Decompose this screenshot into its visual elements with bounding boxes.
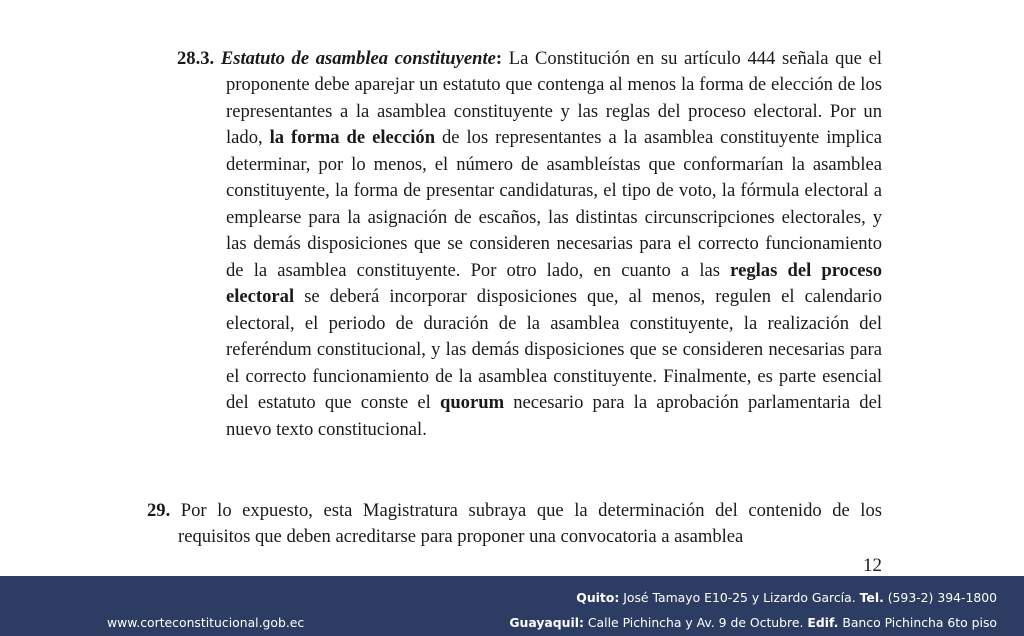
quito-address-text: José Tamayo E10-25 y Lizardo García. (619, 590, 860, 605)
paragraph-text: se deberá incorporar disposiciones que, al menos, regulen el calendario electoral, el periodo de duración de la asamblea constituyente, la realización del referéndum constitucional, y las demás disposiciones que se consideren necesarias para el correcto funcionamiento de la asamblea constituyente. Finalmente, es parte esencial del estatuto que conste el (226, 286, 882, 414)
paragraph-number: 29. (147, 499, 171, 521)
guayaquil-address-text: Calle Pichincha y Av. 9 de Octubre. (583, 615, 808, 630)
paragraph-text: necesario para la aprobación parlamentaria del nuevo texto constitucional. (226, 392, 882, 440)
paragraph-29 (147, 498, 882, 551)
emphasis-forma-eleccion: la forma de elección (269, 127, 436, 149)
guayaquil-label: Guayaquil: (509, 615, 584, 630)
paragraph-number: 28.3. (177, 47, 215, 69)
paragraph-text: de los representantes a la asamblea constituyente implica determinar, por lo menos, el número de asambleístas que conformarían la asamblea constituyente, la forma de presentar candidaturas, el tipo de voto, la fórmula electoral a emplearse para la asignación de escaños, las distintas circunscripciones electorales, y las demás disposiciones que se consideren necesarias para el correcto funcionamiento de la asamblea constituyente. Por otro lado, en cuanto a las (226, 127, 883, 281)
tel-label: Tel. (859, 590, 884, 605)
paragraph-28-3 (177, 46, 883, 444)
quito-label: Quito: (576, 590, 620, 605)
website-link[interactable]: www.corteconstitucional.gob.ec (107, 615, 305, 630)
guayaquil-address (509, 615, 997, 631)
paragraph-title-colon: : (495, 47, 503, 69)
quito-address (576, 590, 997, 606)
paragraph-text: Por lo expuesto, esta Magistratura subraya que la determinación del contenido de los requisitos que deben acreditarse para proponer una convocatoria a asamblea (170, 499, 882, 548)
edif-value: Banco Pichincha 6to piso (838, 615, 997, 630)
paragraph-text: La Constitución en su artículo 444 señala que el proponente debe aparejar un estatuto que contenga al menos la forma de elección de los representantes a la asamblea constituyente y las reglas del proceso electoral. Por un lado, (226, 47, 882, 149)
paragraph-title: Estatuto de asamblea constituyente (220, 47, 496, 69)
footer-bar (0, 576, 1024, 636)
edif-label: Edif. (807, 615, 839, 630)
emphasis-reglas-proceso: reglas del proceso electoral (226, 259, 882, 308)
tel-value: (593-2) 394-1800 (883, 590, 997, 605)
page-number: 12 (863, 555, 882, 576)
emphasis-quorum: quorum (440, 392, 505, 414)
